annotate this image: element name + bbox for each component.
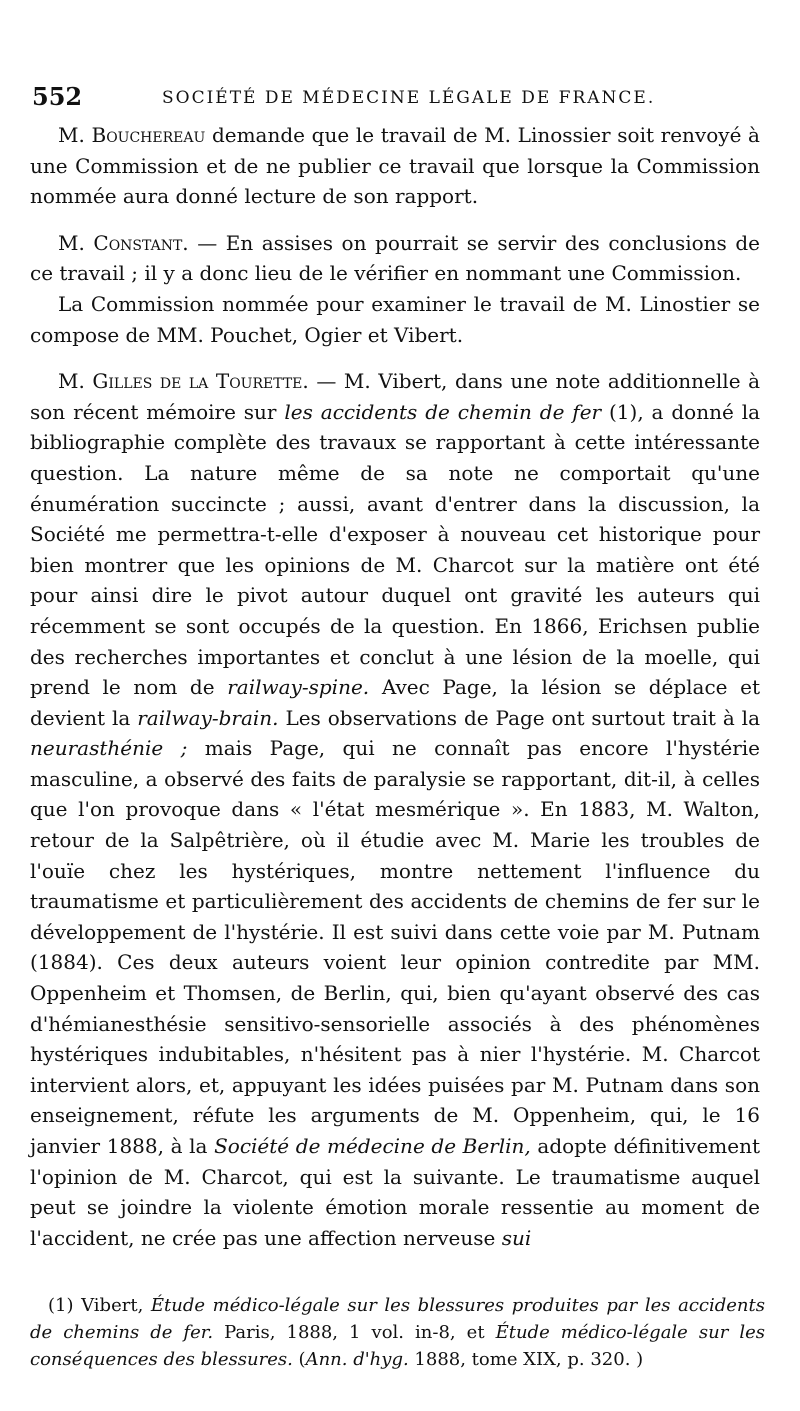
text-run: Avec Page, la lésion se déplace et devient la	[30, 675, 761, 730]
footnote-italic-run: Étude médico-légale sur les blessures produites par les accidents de chemins de fer.	[30, 1295, 765, 1343]
paragraph-commission	[30, 289, 760, 350]
footnote-1	[30, 1292, 765, 1373]
speaker-constant: M. Constant.	[58, 230, 189, 255]
italic-run: railway-spine.	[227, 675, 370, 700]
paragraph-gilles-de-la-tourette	[30, 366, 760, 1253]
paragraph-text: La Commission nommée pour examiner le travail de M. Linostier se compose de MM. Pouchet, Ogier et Vibert.	[30, 291, 760, 347]
footnote-run: Paris, 1888, 1 vol. in-8, et	[224, 1322, 485, 1343]
italic-run: railway-brain.	[137, 705, 279, 730]
footnote-run: (1) Vibert,	[48, 1295, 144, 1316]
running-title: SOCIÉTÉ DE MÉDECINE LÉGALE DE FRANCE.	[162, 88, 656, 108]
footnotes	[30, 1292, 765, 1373]
italic-run: neurasthénie ;	[30, 736, 188, 761]
italic-run: Société de médecine de Berlin,	[214, 1134, 531, 1158]
paragraph-text: — En assises on pourrait se servir des conclusions de ce travail ; il y a donc lieu de le vérifier en nommant une Commission.	[30, 230, 760, 286]
speaker-bouchereau: M. Bouchereau	[58, 123, 206, 147]
text-run: Les observations de Page ont surtout trait à la	[285, 705, 760, 730]
paragraph-constant	[30, 228, 760, 289]
footnote-run: (	[298, 1349, 306, 1370]
text-run: mais Page, qui ne connaît pas encore l'hystérie masculine, a observé des faits de paralysie se rapportant, dit-il, à celles que l'on provoque dans « l'état mesmérique ». En 1883, M. Walton, retour de la Salpêtrière, où il étudie avec M. Marie les troubles de l'ouïe chez les hystériques, montre nettement l'influence du traumatisme et particulièrement des accidents de chemins de fer sur le développement de l'hystérie. Il est suivi dans cette voie par M. Putnam (1884). Ces deux auteurs voient leur opinion contredite par MM. Oppenheim et Thomsen, de Berlin, qui, bien qu'ayant observé des cas d'hémianesthésie sensitivo-sensorielle associés à des phénomènes hystériques indubitables, n'hésitent pas à nier l'hystérie. M. Charcot intervient alors, et, appuyant les idées puisées par M. Putnam dans son enseignement, réfute les arguments de M. Oppenheim, qui, le 16 janvier 1888, à la	[30, 736, 760, 1158]
page-number: 552	[32, 82, 83, 111]
page-header	[32, 80, 762, 116]
text-run: adopte définitivement l'opinion de M. Charcot, qui est la suivante. Le traumatisme auquel peut se joindre la violente émotion morale ressentie au moment de l'accident, ne crée pas une affection nerveuse	[30, 1134, 761, 1250]
footnote-italic-run: Ann. d'hyg.	[305, 1349, 409, 1370]
italic-run: sui	[501, 1225, 532, 1250]
paragraph-bouchereau	[30, 120, 760, 212]
footnote-italic-run: Étude médico-légale sur les conséquences des blessures.	[30, 1322, 765, 1370]
speaker-gilles-de-la-tourette: M. Gilles de la Tourette.	[58, 369, 309, 394]
paragraph-text: demande que le travail de M. Linossier soit renvoyé à une Commission et de ne publier ce travail que lorsque la Commission nommée aura donné lecture de son rapport.	[30, 123, 760, 209]
footnote-run: 1888, tome XIX, p. 320. )	[414, 1349, 644, 1370]
text-run: (1), a donné la bibliographie complète des travaux se rapportant à cette intéressante question. La nature même de sa note ne comportait qu'une énumération succincte ; aussi, avant d'entrer dans la discussion, la Société me permettra-t-elle d'exposer à nouveau cet historique pour bien montrer que les opinions de M. Charcot sur la matière ont été pour ainsi dire le pivot autour duquel ont gravité les auteurs qui récemment se sont occupés de la question. En 1866, Erichsen publie des recherches importantes et conclut à une lésion de la moelle, qui prend le nom de	[30, 399, 761, 700]
text-run: — M. Vibert, dans une note additionnelle à son récent mémoire sur	[30, 369, 761, 424]
italic-run: les accidents de chemin de fer	[284, 399, 602, 424]
body-text	[30, 120, 760, 1253]
